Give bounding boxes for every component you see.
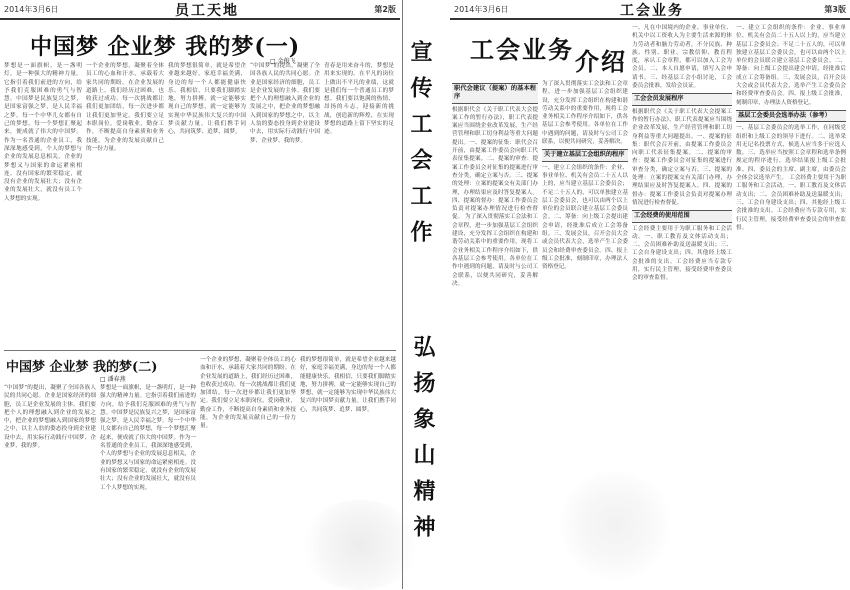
section-heading-proposal: 职代会建议（提案）的基本程序 [452, 83, 538, 104]
section-heading-membership: 工会会员发展程序 [632, 93, 732, 105]
page-gutter-line [402, 0, 403, 589]
right-col-4-text-c: 工会经费主要用于为职工服务和工会活动。一、职工教育及文体活动支出；二、会员困难补助及送温暖支出；三、工会自身建设支出；四、其他经上级工会批准的支出。工会经费应当专款专用，实行民主管理，接受经费审查委员会的审查监督。 [736, 175, 846, 231]
left-lower-col-4: 我的梦想很简单，就是希望企业越来越好，家庭幸福美满，身边的每一个人都能健康快乐。我相信，只要我们脚踏实地，努力拼搏，就一定能够实现自己的梦想，就一定能够为实现中华民族伟大复兴的中国梦贡献力量。让我们携手同心，共同筑梦、追梦、圆梦。 [300, 357, 396, 413]
right-page-date: 2014年3月6日 [454, 5, 509, 14]
left-sub-byline: □ 潘春燕 [100, 376, 126, 383]
section-heading-funds: 工会经费的使用范围 [632, 210, 732, 222]
right-col-4-text-b: 一、基层工会委员会的选举工作，在同级党组织和上级工会的领导下进行。二、选举采用无记名投票方式，候选人应当多于应选人数。三、选举应当按照工会章程和选举条例规定的程序进行，选举结果报上级工会批准。四、委员会的主席、副主席，由委员会全体会议选举产生。 [736, 125, 846, 182]
right-col-4 [736, 24, 846, 586]
vertical-slogan-2: 弘扬象山精神 [410, 335, 436, 551]
left-article-col-2: 一个企业的梦想，凝聚着全体员工的心血和汗水，承载着大家共同的期盼。在企业发展的道路上，我们经历过困难，也收获过成功。每一次挑战都让我们更加团结，每一次进步都让我们更加坚定。我们要立足本职岗位，爱岗敬业，勤奋工作，不断提高自身素质和业务技能，为企业的发展贡献自己的一份力量。 [86, 63, 164, 152]
right-col-1 [452, 80, 538, 585]
right-section-name: 工会业务 [620, 3, 684, 19]
left-article-col-3: 我的梦想很简单，就是希望企业越来越好，家庭幸福美满，身边的每一个人都能健康快乐。我相信，只要我们脚踏实地，努力拼搏，就一定能够实现自己的梦想，就一定能够为实现中华民族伟大复兴的中国梦贡献力量。让我们携手同心，共同筑梦、追梦、圆梦。 [168, 63, 246, 136]
left-divider [4, 350, 396, 351]
right-col-1-text-b: 为了深入贯彻落实工会法和工会章程，进一步加强基层工会组织建设，充分发挥工会组织在构建和谐劳动关系中的重要作用，现将工会业务相关工作程序介绍如下，供各基层工会参考使用。各单位在工作中遇到的问题，请及时与公司工会联系，以便共同研究，妥善解决。 [452, 214, 538, 287]
right-page-number: 第3版 [824, 5, 846, 14]
right-col-2-text: 为了深入贯彻落实工会法和工会章程，进一步加强基层工会组织建设，充分发挥工会组织在构建和谐劳动关系中的重要作用，现将工会业务相关工作程序介绍如下，供各基层工会参考使用。各单位在工作中遇到的问题，请及时与公司工会联系，以便共同研究，妥善解决。 [542, 81, 628, 146]
right-col-2-text-b: 一、建立工会组织的条件：企业、事业单位、机关有会员二十五人以上的，应当建立基层工会委员会；不足二十五人的，可以单独建立基层工会委员会，也可以由两个以上单位的会员联合建立基层工会委员会。二、筹备：向上级工会提出建会申请，经批准后成立工会筹备组。三、发展会员，召开会员大会或会员代表大会，选举产生工会委员会和经费审查委员会。四、报上级工会批准，刻制印章，办理法人资格登记。 [542, 164, 628, 271]
left-lower-col-1: “中国梦”的提出，凝聚了全国各族人民的共同心愿。企业是国家经济的细胞，员工是企业发展的主体。我们要把个人的理想融入到企业的发展之中，把企业的梦想融入到国家的梦想之中，以主人翁的姿态投身到企业建设中去，用实际行动践行中国梦、企业梦、我的梦。 [4, 385, 96, 450]
left-section-name: 员工天地 [175, 3, 239, 19]
left-lower-col-2: 梦想是一面旗帜，是一盏明灯，是一种强大的精神力量。它指引着我们前进的方向，给予我们克服困难的勇气与智慧。中国梦是民族复兴之梦，是国家富强之梦，是人民幸福之梦。每一个中华儿女都有自己的梦想，每一个梦想汇聚起来，便成就了伟大的中国梦。作为一名普通的企业员工，我深深地感受到，个人的梦想与企业的发展息息相关，企业的梦想又与国家的命运紧密相连。没有国家的繁荣稳定，就没有企业的发展壮大；没有企业的发展壮大，就没有员工个人梦想的实现。 [100, 385, 196, 491]
right-col-3-text: 一、凡在中国境内的企业、事业单位、机关中以工资收入为主要生活来源的体力劳动者和脑力劳动者，不分民族、种族、性别、职业、宗教信仰、教育程度，承认工会章程，都可以加入工会为会员。二、本人自愿申请，填写入会申请书。三、经基层工会小组讨论，工会委员会批准，发给会员证。 [632, 25, 732, 90]
left-headline: 中国梦 企业梦 我的梦(一) [30, 34, 301, 60]
left-page-date: 2014年3月6日 [4, 5, 59, 14]
left-byline: □ 金俊飞 [270, 58, 296, 65]
right-page-header [450, 0, 850, 20]
right-col-1-text: 根据职代会《关于职工代表大会提案工作的暂行办法》，职工代表提案应当围绕企业改革发展、生产经营管理和职工切身利益等重大问题提出。一、提案的征集：职代会召开前，由提案工作委员会向职工代表征集提案。二、提案的审查：提案工作委员会对征集的提案进行审查分类，确定立案与否。三、提案的处理：立案的提案交有关部门办理，办理结果应及时答复提案人。四、提案的督办：提案工作委员会负责对提案办理情况进行检查督促。 [452, 106, 538, 221]
left-article-col-5: 青春是用来奋斗的，梦想是用来实现的。在平凡的岗位上做出不平凡的业绩，这就是我们每一个普通员工的梦想。我们要以饱满的热情、昂扬的斗志，迎接新的挑战，创造新的辉煌，在实现梦想的道路上留下坚实的足迹。 [324, 63, 394, 136]
left-page-header [0, 0, 400, 20]
section-heading-establish: 关于建立基层工会组织的程序 [542, 149, 628, 161]
right-col-3-text-c: 工会经费主要用于为职工服务和工会活动。一、职工教育及文体活动支出；二、会员困难补助及送温暖支出；三、工会自身建设支出；四、其他经上级工会批准的支出。工会经费应当专款专用，实行民主管理，接受经费审查委员会的审查监督。 [632, 225, 732, 282]
flower-decoration-right [560, 470, 670, 580]
left-sub-headline: 中国梦 企业梦 我的梦(二) [6, 360, 158, 375]
vertical-slogan-1: 宣传工会工作 [407, 40, 433, 256]
left-page-number: 第2版 [374, 5, 396, 14]
section-heading-election: 基层工会委员会选举办法（参考） [736, 110, 846, 122]
right-headline-1: 工会业务 [470, 35, 574, 64]
left-lower-col-3: 一个企业的梦想，凝聚着全体员工的心血和汗水，承载着大家共同的期盼。在企业发展的道路上，我们经历过困难，也收获过成功。每一次挑战都让我们更加团结，每一次进步都让我们更加坚定。我们要立足本职岗位，爱岗敬业，勤奋工作，不断提高自身素质和业务技能，为企业的发展贡献自己的一份力量。 [200, 357, 296, 430]
right-col-4-text: 一、建立工会组织的条件：企业、事业单位、机关有会员二十五人以上的，应当建立基层工会委员会；不足二十五人的，可以单独建立基层工会委员会，也可以由两个以上单位的会员联合建立基层工会委员会。二、筹备：向上级工会提出建会申请，经批准后成立工会筹备组。三、发展会员，召开会员大会或会员代表大会，选举产生工会委员会和经费审查委员会。四、报上级工会批准，刻制印章，办理法人资格登记。 [736, 25, 846, 106]
right-col-3-text-b: 根据职代会《关于职工代表大会提案工作的暂行办法》，职工代表提案应当围绕企业改革发展、生产经营管理和职工切身利益等重大问题提出。一、提案的征集：职代会召开前，由提案工作委员会向职工代表征集提案。二、提案的审查：提案工作委员会对征集的提案进行审查分类，确定立案与否。三、提案的处理：立案的提案交有关部门办理，办理结果应及时答复提案人。四、提案的督办：提案工作委员会负责对提案办理情况进行检查督促。 [632, 108, 732, 206]
left-article-col-4: “中国梦”的提出，凝聚了全国各族人民的共同心愿。企业是国家经济的细胞，员工是企业发展的主体。我们要把个人的理想融入到企业的发展之中，把企业的梦想融入到国家的梦想之中，以主人翁的姿态投身到企业建设中去，用实际行动践行中国梦、企业梦、我的梦。 [250, 63, 320, 144]
left-article-col-1: 梦想是一面旗帜，是一盏明灯，是一种强大的精神力量。它指引着我们前进的方向，给予我们克服困难的勇气与智慧。中国梦是民族复兴之梦，是国家富强之梦，是人民幸福之梦。每一个中华儿女都有自己的梦想，每一个梦想汇聚起来，便成就了伟大的中国梦。作为一名普通的企业员工，我深深地感受到，个人的梦想与企业的发展息息相关，企业的梦想又与国家的命运紧密相连。没有国家的繁荣稳定，就没有企业的发展壮大；没有企业的发展壮大，就没有员工个人梦想的实现。 [4, 63, 82, 202]
right-headline-2: 介绍 [575, 47, 627, 76]
